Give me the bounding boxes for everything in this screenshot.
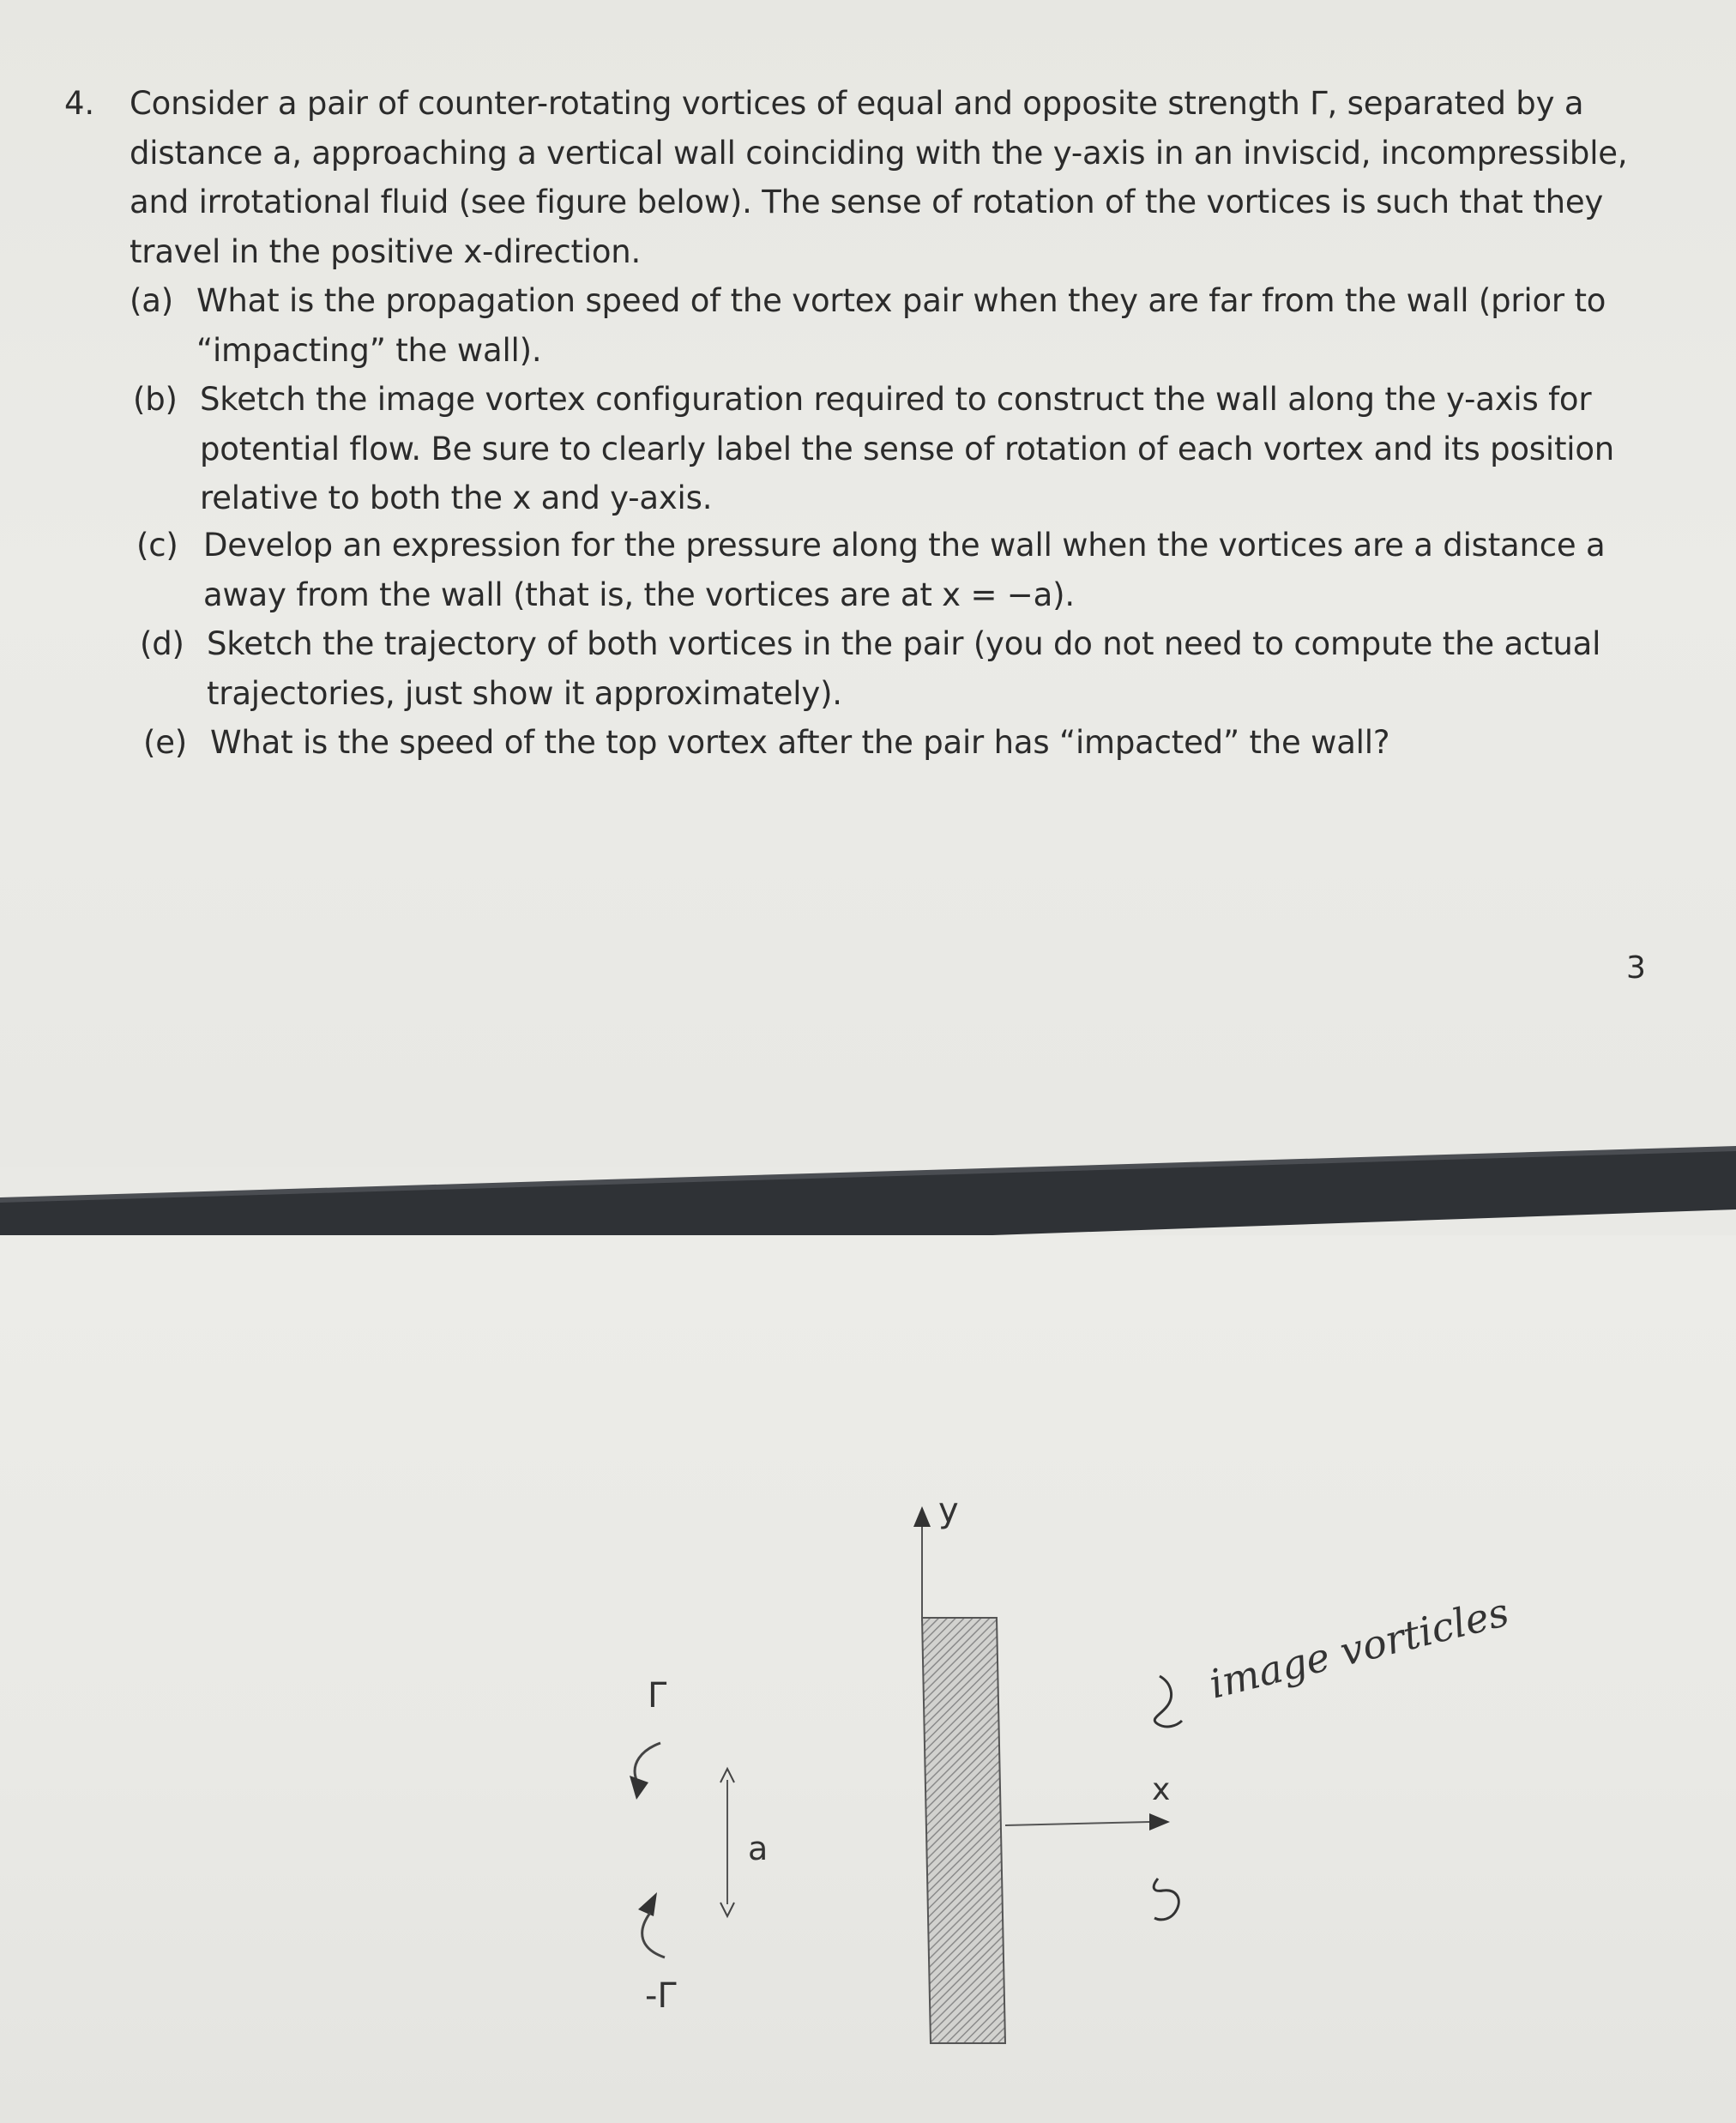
image-top-vortex-sketch — [1154, 1676, 1182, 1727]
top-vortex-arrowhead-icon — [630, 1776, 648, 1800]
x-axis-arrow-icon — [1149, 1813, 1170, 1830]
y-axis-label: y — [938, 1491, 959, 1530]
dimension-down-arrow-icon — [720, 1903, 734, 1916]
part-label: (b) — [133, 381, 178, 418]
bottom-vortex-label: -Γ — [645, 1976, 677, 2016]
separation-label: a — [748, 1830, 769, 1867]
part-label: (c) — [136, 527, 178, 564]
bottom-vortex-arrowhead-icon — [638, 1892, 657, 1916]
part-label: (e) — [143, 724, 188, 761]
bottom-vortex-rotation-icon — [642, 1913, 665, 1957]
handwritten-note: image vorticles — [1204, 1588, 1514, 1708]
part-text: Sketch the image vortex configuration required to construct the wall along the y-axis for potential flow. Be sure to clearly label the sense of rotation of each vortex and its position relative to both the x and y-axis. — [200, 381, 1615, 516]
x-axis-label: x — [1152, 1772, 1171, 1807]
separation-dimension — [720, 1769, 734, 1916]
y-axis — [913, 1506, 931, 1621]
question-intro: Consider a pair of counter-rotating vortices of equal and opposite strength Γ, separated by a distance a, approaching a vertical wall coinciding with the y-axis in an inviscid, incompressible, and irrotational fluid (see figure below). The sense of rotation of the vortices is such that they travel in the positive x-direction. — [130, 85, 1628, 270]
top-vortex-label: Γ — [648, 1676, 667, 1716]
y-axis-arrow-icon — [913, 1506, 931, 1527]
page-number: 3 — [1626, 950, 1646, 986]
part-text: Sketch the trajectory of both vortices in the pair (you do not need to compute the actual trajectories, just show it approximately). — [207, 625, 1601, 712]
top-vortex-rotation-icon — [635, 1743, 660, 1780]
part-label: (a) — [130, 282, 173, 319]
image-bottom-vortex-sketch — [1154, 1879, 1178, 1920]
part-text: What is the propagation speed of the vortex pair when they are far from the wall (prior to “impacting” the wall). — [196, 282, 1606, 369]
part-text: Develop an expression for the pressure along the wall when the vortices are a distance a away from the wall (that is, the vortices are at x = −a). — [203, 527, 1606, 613]
x-axis — [1005, 1813, 1170, 1830]
question-number: 4. — [64, 85, 94, 122]
part-text: What is the speed of the top vortex after the pair has “impacted” the wall? — [210, 724, 1390, 761]
wall — [922, 1618, 1005, 2043]
part-label: (d) — [140, 625, 184, 662]
